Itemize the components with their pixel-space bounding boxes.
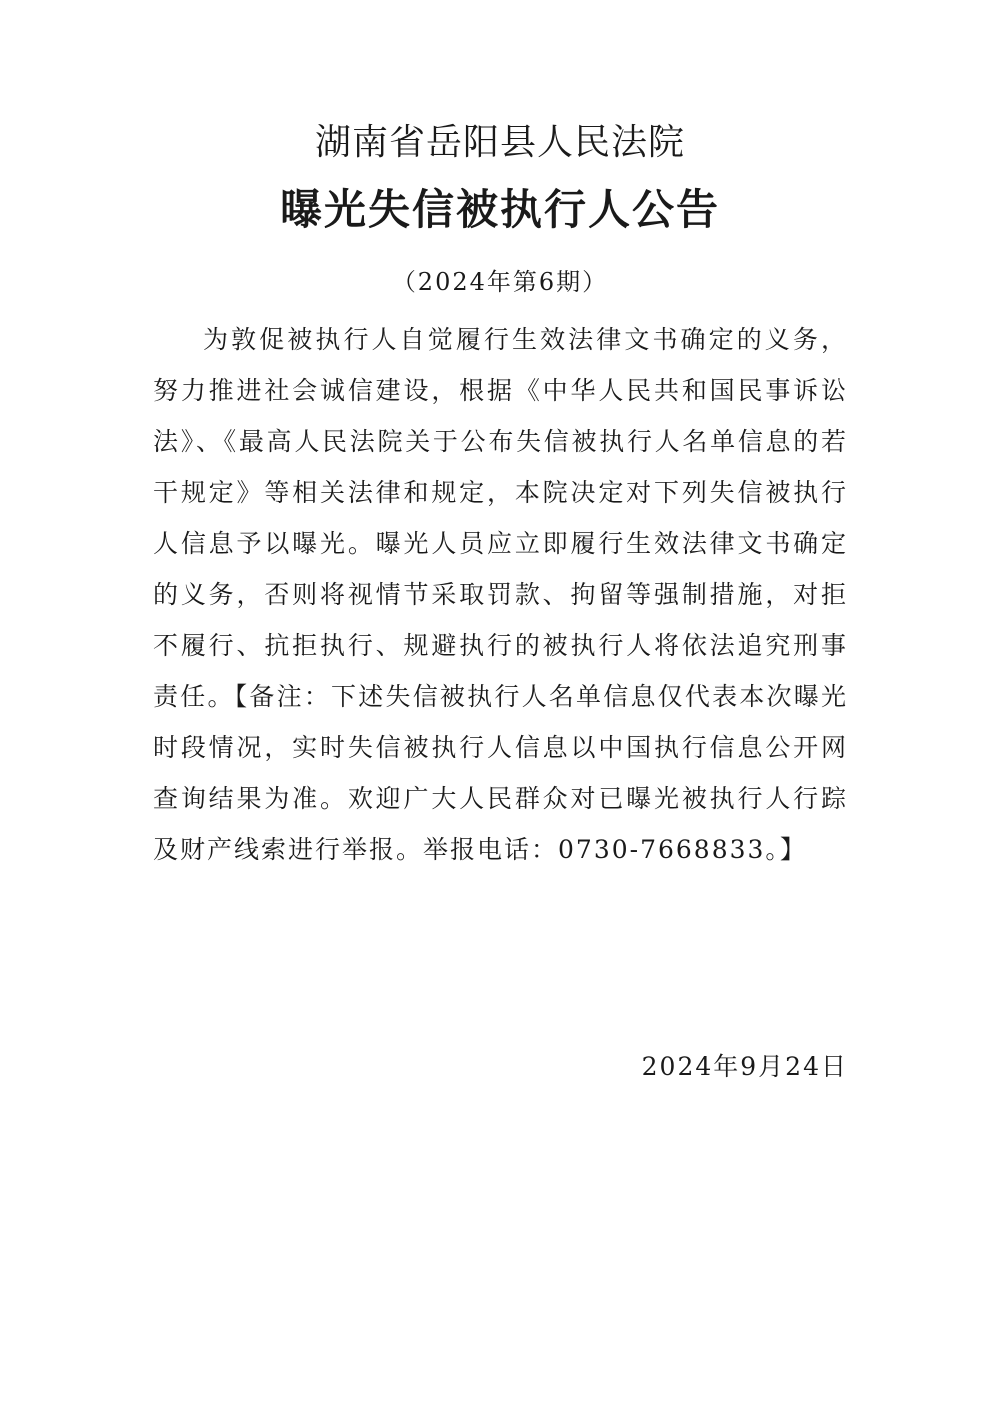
court-name: 湖南省岳阳县人民法院 — [314, 122, 685, 163]
notice-date: 2024年9月24日 — [641, 1052, 848, 1081]
issue-number: （2024年第6期） — [391, 268, 609, 296]
notice-title: 曝光失信被执行人公告 — [279, 185, 720, 234]
notice-body: 为敦促被执行人自觉履行生效法律文书确定的义务，努力推进社会诚信建设，根据《中华人民共和国民事诉讼法》、《最高人民法院关于公布失信被执行人名单信息的若干规定》等相关法律和规定，本院决定对下列失信被执行人信息予以曝光。曝光人员应立即履行生效法律文书确定的义务，否则将视情节采取罚款、拘留等强制措施，对拒不履行、抗拒执行、规避执行的被执行人将依法追究刑事责任。【备注：下述失信被执行人名单信息仅代表本次曝光时段情况，实时失信被执行人信息以中国执行信息公开网查询结果为准。欢迎广大人民群众对已曝光被执行人行踪及财产线索进行举报。举报电话：0730-7668833。】 — [153, 325, 848, 864]
